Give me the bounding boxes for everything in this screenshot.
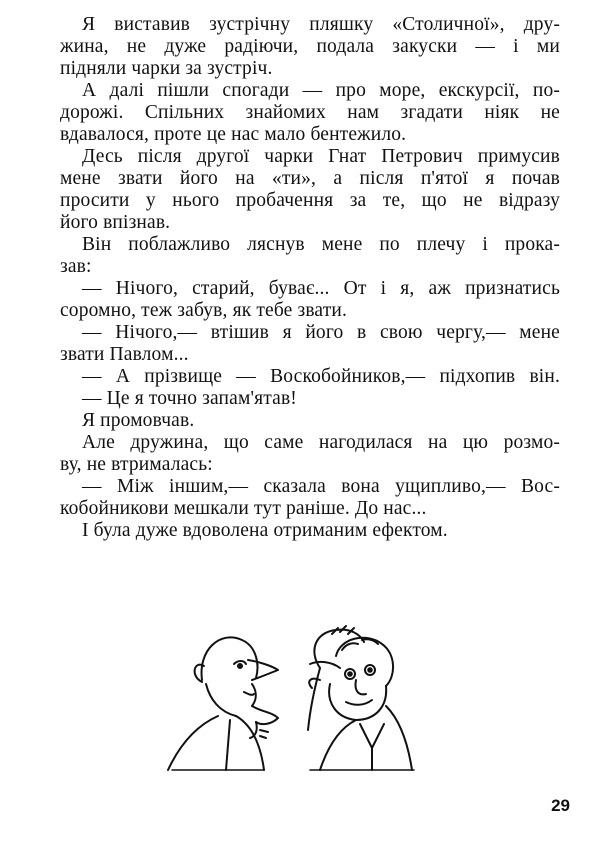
text-line: — Нічого, старий, буває... От і я, аж признатись	[82, 278, 560, 299]
text-line: Я виставив зустрічну пляшку «Столичної», дру-	[82, 14, 560, 35]
text-line: зав:	[60, 256, 92, 277]
text-line: Я промовчав.	[82, 410, 195, 431]
page-number: 29	[551, 796, 570, 815]
text-line: А далі пішли спогади — про море, екскурсії, по-	[82, 80, 560, 101]
text-line: його впізнав.	[60, 212, 171, 233]
text-line: вдавалося, проте це нас мало бентежило.	[60, 124, 407, 145]
bald-man-figure	[168, 637, 278, 770]
text-line: звати Павлом...	[60, 344, 189, 365]
page-text	[60, 14, 560, 542]
text-line: підняли чарки за зустріч.	[60, 58, 273, 79]
text-line: Але дружина, що саме нагодилася на цю розмо-	[82, 432, 560, 453]
text-line: — Між іншим,— сказала вона ущипливо,— Вос-	[82, 476, 560, 497]
text-line: Він поблажливо ляснув мене по плечу і прока-	[82, 234, 560, 255]
text-line: дорожі. Спільних знайомих нам згадати ніяк не	[60, 102, 560, 123]
scratching-man-figure	[308, 626, 414, 770]
text-line: просити у нього пробачення за те, що не відразу	[60, 190, 560, 211]
text-line: мене звати його на «ти», а після п'ятої я почав	[60, 168, 560, 189]
text-line: — Це я точно запам'ятав!	[82, 388, 297, 409]
text-line: ву, не втрималась:	[60, 454, 213, 475]
text-line: соромно, теж забув, як тебе звати.	[60, 300, 348, 321]
text-line: кобойникови мешкали тут раніше. До нас...	[60, 498, 427, 519]
text-line: І була дуже вдоволена отриманим ефектом.	[82, 520, 448, 541]
text-line: жина, не дуже радіючи, подала закуски — і ми	[60, 36, 560, 57]
cartoon-illustration	[160, 620, 420, 780]
text-line: — Нічого,— втішив я його в свою чергу,— мене	[82, 322, 560, 343]
text-line: — А прізвище — Воскобойников,— підхопив він.	[82, 366, 560, 387]
text-line: Десь після другої чарки Гнат Петрович примусив	[82, 146, 560, 167]
